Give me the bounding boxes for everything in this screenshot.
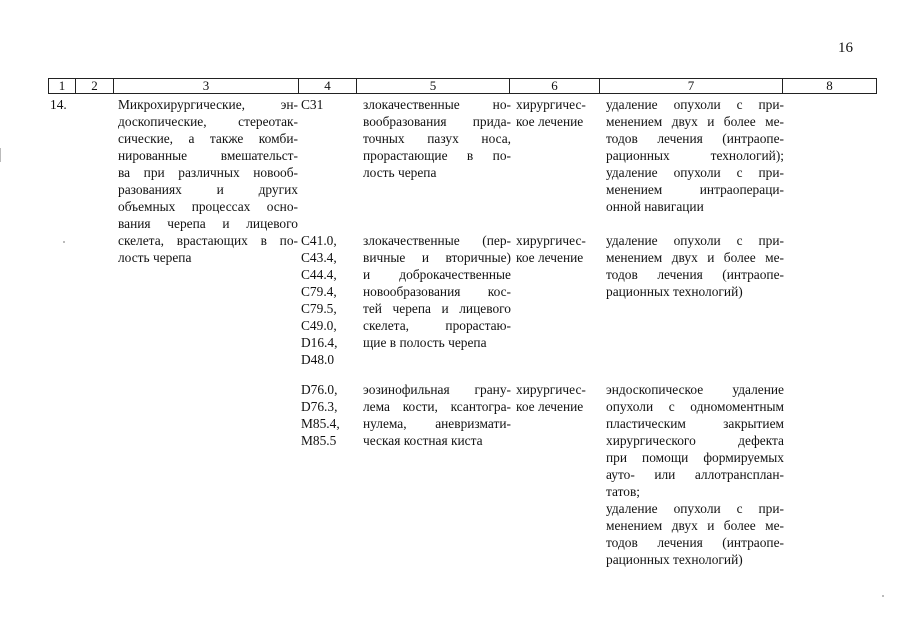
diagnosis-line: новообразования кос- [363,284,511,299]
diagnosis-line: щие в полость черепа [363,335,487,350]
treatment-method-line: менением интраопераци- [606,182,784,197]
diagnosis-line: злокачественные (пер- [363,233,511,248]
header-col-5: 5 [357,79,510,93]
table-header [48,78,877,94]
icd-code: C44.4, [301,267,337,282]
diagnosis-line: скелета, прорастаю- [363,318,511,333]
intervention-name-line: объемных процессах осно- [118,199,298,214]
treatment-method-line: удаление опухоли с при- [606,165,784,180]
icd-code: C31 [301,97,324,112]
treatment-method-line: татов; [606,484,641,499]
treatment-method-line: тодов лечения (интраопе- [606,267,784,282]
treatment-type-line: хирургичес- [516,97,586,112]
treatment-method-line: удаление опухоли с при- [606,233,784,248]
treatment-method-line: менением двух и более ме- [606,518,784,533]
scan-speck [882,595,884,597]
header-col-3: 3 [114,79,299,93]
treatment-method-line: удаление опухоли с при- [606,501,784,516]
diagnosis-line: нулема, аневризмати- [363,416,511,431]
treatment-type-line: хирургичес- [516,233,586,248]
diagnosis-line: тей черепа и лицевого [363,301,511,316]
treatment-type-line: кое лечение [516,114,584,129]
icd-code: C49.0, [301,318,337,333]
icd-code: D76.0, [301,382,338,397]
header-col-2: 2 [76,79,114,93]
treatment-method-line: менением двух и более ме- [606,114,784,129]
diagnosis-line: точных пазух носа, [363,131,511,146]
icd-code: D76.3, [301,399,338,414]
diagnosis-line: прорастающие в по- [363,148,511,163]
intervention-name-line: скелета, врастающих в по- [118,233,298,248]
treatment-method-line: менением двух и более ме- [606,250,784,265]
icd-code: D48.0 [301,352,335,367]
header-col-8: 8 [826,78,833,93]
treatment-method-line: пластическим закрытием [606,416,784,431]
header-col-1: 1 [49,79,76,93]
treatment-method-line: опухоли с одномоментным [606,399,784,414]
treatment-method-line: рационных технологий) [606,284,743,299]
diagnosis-line: вообразования прида- [363,114,511,129]
diagnosis-line: лость черепа [363,165,437,180]
treatment-method-line: рационных технологий); [606,148,784,163]
icd-code: M85.5 [301,433,337,448]
icd-code: C43.4, [301,250,337,265]
row-number: 14. [50,97,67,112]
treatment-method-line: хирургического дефекта [606,433,784,448]
scan-edge-mark [0,148,1,162]
intervention-name-line: нированные вмешательст- [118,148,298,163]
scan-speck [63,241,65,243]
page-number: 16 [838,40,853,56]
diagnosis-line: злокачественные но- [363,97,511,112]
treatment-type-line: кое лечение [516,399,584,414]
diagnosis-line: вичные и вторичные) [363,250,511,265]
diagnosis-line: ческая костная киста [363,433,483,448]
icd-code: C79.4, [301,284,337,299]
icd-code: D16.4, [301,335,338,350]
intervention-name-line: доскопические, стереотак- [118,114,298,129]
treatment-method-line: тодов лечения (интраопе- [606,131,784,146]
treatment-type-line: кое лечение [516,250,584,265]
icd-code: C41.0, [301,233,337,248]
intervention-name-line: ва при различных новооб- [118,165,298,180]
treatment-method-line: тодов лечения (интраопе- [606,535,784,550]
treatment-method-line: удаление опухоли с при- [606,97,784,112]
intervention-name-line: разованиях и других [118,182,298,197]
treatment-type-line: хирургичес- [516,382,586,397]
header-col-6: 6 [510,79,600,93]
treatment-method-line: эндоскопическое удаление [606,382,784,397]
icd-code: M85.4, [301,416,340,431]
intervention-name-line: сические, а также комби- [118,131,298,146]
treatment-method-line: при помощи формируемых [606,450,784,465]
treatment-method-line: онной навигации [606,199,704,214]
diagnosis-line: лема кости, ксантогра- [363,399,511,414]
treatment-method-line: рационных технологий) [606,552,743,567]
header-col-7: 7 [600,79,783,93]
header-col-4: 4 [299,79,357,93]
icd-code: C79.5, [301,301,337,316]
treatment-method-line: ауто- или аллотрансплан- [606,467,784,482]
diagnosis-line: и доброкачественные [363,267,511,282]
intervention-name-line: лость черепа [118,250,192,265]
intervention-name-line: Микрохирургические, эн- [118,97,298,112]
intervention-name-line: вания черепа и лицевого [118,216,298,231]
diagnosis-line: эозинофильная грану- [363,382,511,397]
